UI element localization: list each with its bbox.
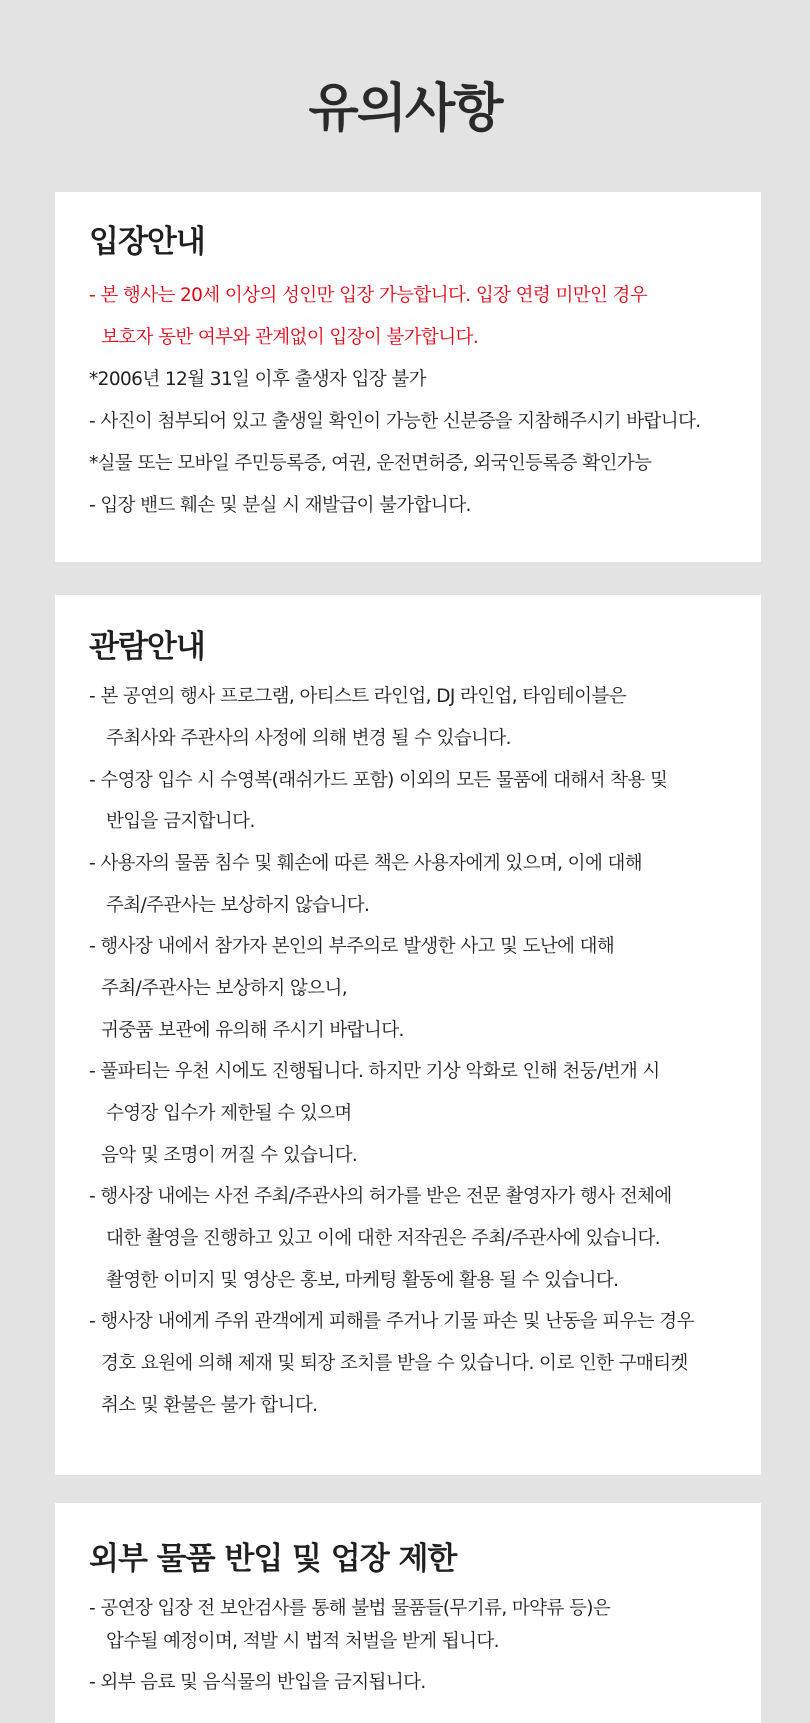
- viewing-info-line: 대한 촬영을 진행하고 있고 이에 대한 저작권은 주최/주관사에 있습니다.: [106, 1228, 661, 1249]
- viewing-info-line: 주최사와 주관사의 사정에 의해 변경 될 수 있습니다.: [106, 728, 511, 749]
- viewing-info-line: 경호 요원에 의해 제재 및 퇴장 조치를 받을 수 있습니다. 이로 인한 구매티켓: [101, 1353, 688, 1374]
- entry-info-card: [55, 192, 761, 562]
- entry-info-line: - 본 행사는 20세 이상의 성인만 입장 가능합니다. 입장 연령 미만인 경우: [89, 285, 648, 306]
- viewing-info-card: [55, 595, 761, 1475]
- restriction-info-heading: 외부 물품 반입 및 업장 제한: [89, 1541, 457, 1577]
- restriction-info-line: - 외부 음료 및 음식물의 반입을 금지됩니다.: [89, 1672, 426, 1693]
- entry-info-line: - 사진이 첨부되어 있고 출생일 확인이 가능한 신분증을 지참해주시기 바랍니다.: [89, 411, 701, 432]
- viewing-info-line: - 행사장 내에서 참가자 본인의 부주의로 발생한 사고 및 도난에 대해: [89, 936, 615, 957]
- viewing-info-heading: 관람안내: [89, 629, 205, 665]
- viewing-info-line: 음악 및 조명이 꺼질 수 있습니다.: [101, 1145, 358, 1166]
- restriction-info-line: 압수될 예정이며, 적발 시 법적 처벌을 받게 됩니다.: [106, 1631, 499, 1652]
- viewing-info-line: - 사용자의 물품 침수 및 훼손에 따른 책은 사용자에게 있으며, 이에 대해: [89, 853, 643, 874]
- restriction-info-card: [55, 1503, 761, 1723]
- viewing-info-line: 주최/주관사는 보상하지 않습니다.: [106, 895, 370, 916]
- viewing-info-line: 주최/주관사는 보상하지 않으니,: [101, 978, 347, 999]
- viewing-info-line: - 본 공연의 행사 프로그램, 아티스트 라인업, DJ 라인업, 타임테이블은: [89, 686, 626, 707]
- entry-info-line: 보호자 동반 여부와 관계없이 입장이 불가합니다.: [101, 327, 479, 348]
- viewing-info-line: 수영장 입수가 제한될 수 있으며: [106, 1103, 352, 1124]
- entry-info-line: *2006년 12월 31일 이후 출생자 입장 불가: [89, 369, 426, 390]
- viewing-info-line: - 행사장 내에게 주위 관객에게 피해를 주거나 기물 파손 및 난동을 피우는 경우: [89, 1311, 694, 1332]
- viewing-info-line: 취소 및 환불은 불가 합니다.: [101, 1395, 318, 1416]
- viewing-info-line: 촬영한 이미지 및 영상은 홍보, 마케팅 활동에 활용 될 수 있습니다.: [106, 1270, 619, 1291]
- viewing-info-line: - 수영장 입수 시 수영복(래쉬가드 포함) 이외의 모든 물품에 대해서 착용 및: [89, 770, 668, 791]
- entry-info-line: *실물 또는 모바일 주민등록증, 여권, 운전면허증, 외국인등록증 확인가능: [89, 453, 652, 474]
- entry-info-line: - 입장 밴드 훼손 및 분실 시 재발급이 불가합니다.: [89, 495, 471, 516]
- entry-info-heading: 입장안내: [89, 224, 205, 260]
- page-title: 유의사항: [308, 79, 502, 139]
- viewing-info-line: 반입을 금지합니다.: [106, 811, 255, 832]
- viewing-info-line: 귀중품 보관에 유의해 주시기 바랍니다.: [101, 1020, 404, 1041]
- restriction-info-line: - 공연장 입장 전 보안검사를 통해 불법 물품들(무기류, 마약류 등)은: [89, 1598, 611, 1619]
- viewing-info-line: - 풀파티는 우천 시에도 진행됩니다. 하지만 기상 악화로 인해 천둥/번개 시: [89, 1061, 660, 1082]
- viewing-info-line: - 행사장 내에는 사전 주최/주관사의 허가를 받은 전문 촬영자가 행사 전체에: [89, 1186, 672, 1207]
